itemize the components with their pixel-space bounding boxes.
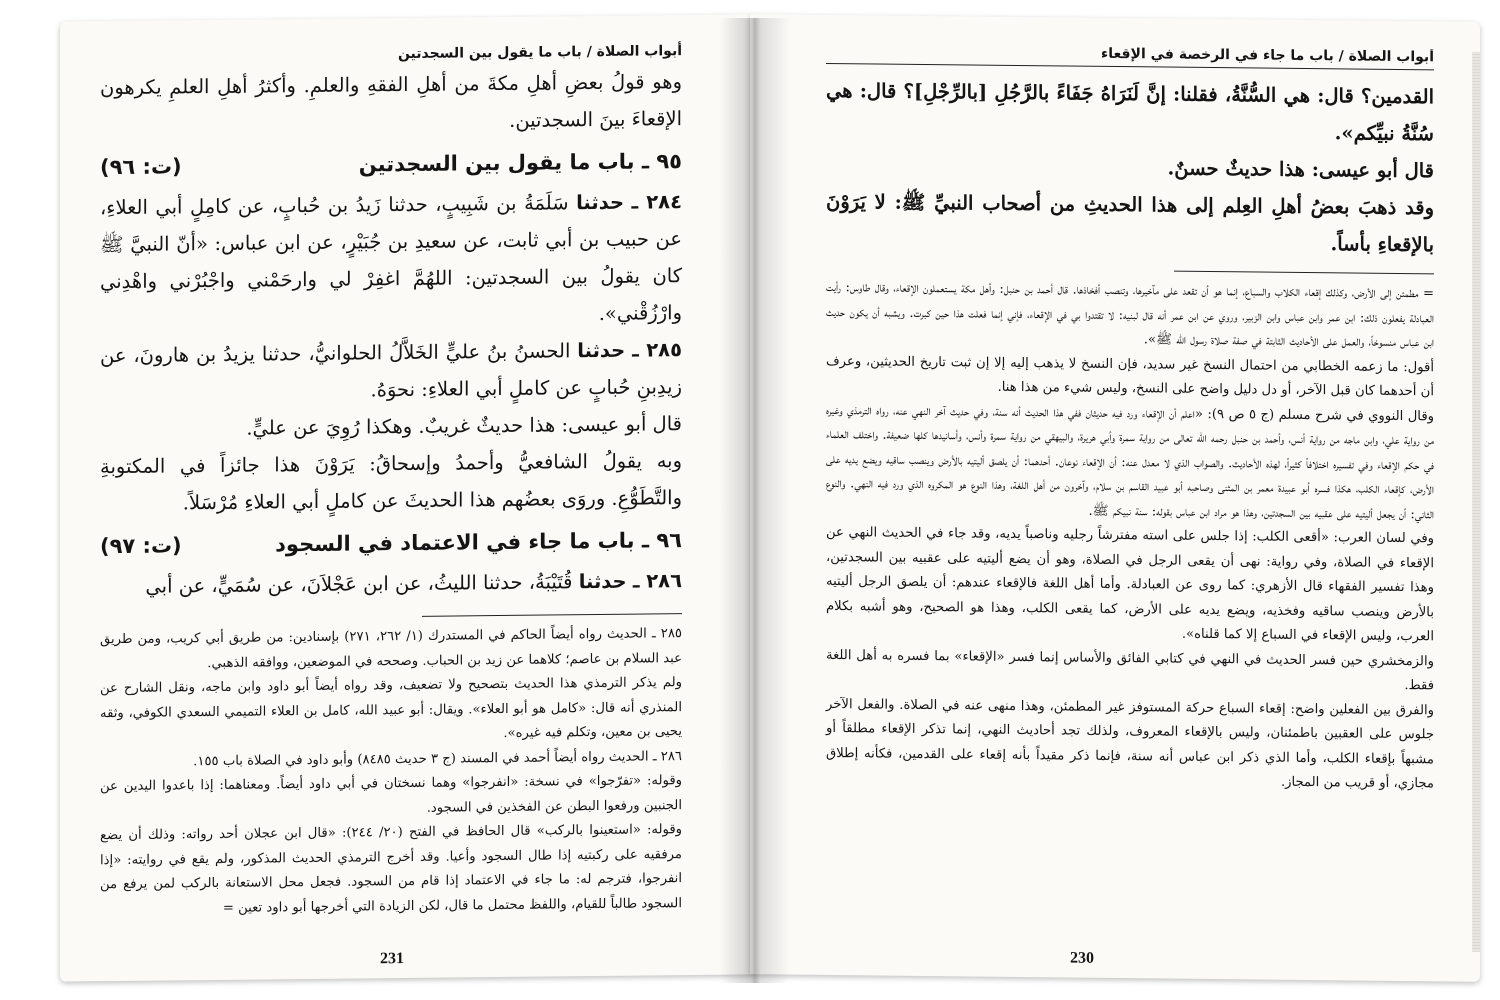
shafii-paragraph: وبه يقولُ الشافعيُّ وأحمدُ وإسحاقُ: يَرَوْنَ هذا جائزاً في المكتوبةِ والتَّطَوُّعِ. وروَى بعضُهم هذا الحديثَ عن كاملٍ أبي العلاءِ مُرْسَلاً. xyxy=(100,449,682,515)
hadith-286-text: قُتَيْبَةُ، حدثنا الليثُ، عن ابن عَجْلاَنَ، عن سُمَيٍّ، عن أبي xyxy=(145,570,573,598)
open-book xyxy=(60,18,1480,993)
abu-isa-comment-right: قال أبو عيسى: هذا حديثٌ حسنٌ. xyxy=(1167,156,1434,183)
chapter-95-title: ٩٥ ـ باب ما يقول بين السجدتين xyxy=(358,149,682,177)
left-page xyxy=(60,14,752,981)
madhab-paragraph: وقد ذهبَ بعضُ أهلِ العِلم إلى هذا الحديثِ من أصحاب النبيِّ ﷺ: لا يَرَوْنَ بالإقعاءِ بأساً. xyxy=(826,189,1434,257)
chapter-96-heading xyxy=(100,520,682,566)
chapter-96-title: ٩٦ ـ باب ما جاء في الاعتماد في السجود xyxy=(275,528,682,557)
main-text-left xyxy=(100,63,682,605)
chapter-95-ref: (ت: ٩٦) xyxy=(100,154,182,180)
right-page xyxy=(750,14,1480,982)
hadith-284-number: ٢٨٤ ـ xyxy=(631,190,682,214)
abu-isa-comment-left: قال أبو عيسى: هذا حديثٌ غريبٌ. وهكذا رُوِيَ عن عليٍّ. xyxy=(246,412,682,440)
footnotes-right xyxy=(826,276,1434,797)
running-head-right xyxy=(826,43,1434,70)
hadith-284-lead: حدثنا xyxy=(576,190,625,215)
footnote: وفي لسان العرب: «أقعى الكلب: إذا جلس على استه مفترشاً رجليه وناصباً يديه، وقد جاء في الحديث النهي عن الإقعاء في الصلاة، وفي رواية: نهى أن يقعى الرجل في الصلاة، وهو أن يضع أليتيه على عقبيه بين السجدتين، وهذا تفسير الفقهاء قال الأزهري: كما روى عن العبادلة. وأما أهل اللغة فالإقعاء عندهم: أن يلصق الرجل أليتيه بالأرض وينصب ساقيه وفخذيه، ويضع يديه على الأرض، كما يقعى الكلب، وهذا هو الصحيح، وهو أشبه بكلام العرب، وليس الإقعاء في السباع إلا كما قلناه». xyxy=(826,524,1434,645)
footnotes-left xyxy=(100,622,682,922)
chapter-96-ref: (ت: ٩٧) xyxy=(100,533,182,559)
continuation-paragraph: القدمين؟ قال: هي السُّنَّةُ، فقلنا: إنَّ لَنَرَاهُ جَفَاءً بالرَّجُلِ [بالرِّجْلِ]؟ قال: هي سُنَّةُ نبيِّكم». xyxy=(826,78,1434,146)
hadith-284 xyxy=(100,183,682,337)
hadith-286-number: ٢٨٦ ـ xyxy=(632,569,682,593)
hadith-285-text: الحسنُ بنُ عليٍّ الخَلاَّلُ الحلوانيُّ، حدثنا يزيدُ بن هارونَ، عن زيدِبنِ حُبابٍ عن كاملٍ أبي العلاءِ: نحوَهُ. xyxy=(100,339,682,402)
footnote: والزمخشري حين فسر الحديث في النهي في كتابي الفائق والأساس إنما فسر «الإقعاء» بما فسره به أهل اللغة فقط. xyxy=(826,647,1434,694)
running-head-right-text: أبواب الصلاة / باب ما جاء في الرخصة في الإقعاء xyxy=(1101,45,1434,66)
footnote: ولم يذكر الترمذي هذا الحديث بتصحيح ولا تضعيف، وقد رواه أيضاً أبو داود وابن ماجه، ونقل الشارح عن المنذري أنه قال: «كامل هو أبو العلاء». ويقال: أبو عبيد الله، كامل بن العلاء التميمي السعدي الكوفي، وثقه يحيى بن معين، وتكلم فيه غيره». xyxy=(100,675,682,741)
footnote: والفرق بين الفعلين واضح: إقعاء السباع حركة المستوفز غير المطمئن، وهذا منهى عنه في الصلاة. والفعل الآخر جلوس على العقبين باطمئنان، وليس بالإقعاء المعروف، ولذلك تجد أحاديث النهي، إنما تذكر الإقعاء مطلقاً أو مشبهاً بإقعاء الكلب، وأما الذي ذكر ابن عباس أنه سنة، فإنما ذكر مقيداً بأنه إقعاء على القدمين، فكأنه إطلاق مجازي، أو قريب من المجاز. xyxy=(826,696,1434,792)
hadith-285 xyxy=(100,331,682,411)
chapter-95-heading xyxy=(100,141,682,187)
hadith-285-lead: حدثنا xyxy=(577,338,626,363)
page-number-right: 230 xyxy=(1070,949,1094,967)
footnote-separator-right xyxy=(1174,271,1434,275)
footnote: وقوله: «استعينوا بالركب» قال الحافظ في الفتح (٢٠/ ٢٤٤): «قال ابن عجلان أحد رواته: وذلك أن يضع مرفقيه على ركبتيه إذا طال السجود وأعيا. وقد أخرج الترمذي الحديث المذكور، ولم يقع في روايته: «إذا انفرجوا، فترجم له: ما جاء في الاعتماد إذا قام من السجود. فجعل محل الاستعانة بالركب لمن يرفع من السجود طالباً للقيام، واللفظ محتمل ما قال، لكن الزيادة التي أخرجها أبو داود تعين = xyxy=(100,822,683,916)
footnote: = مطمئن إلى الأرض، وكذلك إقعاء الكلاب والسباع، إنما هو أن تقعد على مآخيرها، وتنصب أفخاذها. قال أحمد بن حنبل: وأهل مكة يستعملون الإقعاء، وقال طاوس: رأيت العبادلة يفعلون ذلك: ابن عمر وابن عباس وابن الزبير، وروي عن ابن عمر أنه قال لبنيه: لا تقتدوا بي في الإقعاء، فإني إنما فعلت هذا حين كبرت. ويشبه أن يكون حديث ابن عباس منسوخاً، والعمل على الأحاديث الثابتة في صفة صلاة رسول الله ﷺ». xyxy=(826,279,1434,351)
footnote: أقول: ما زعمه الخطابي من احتمال النسخ غير سديد، فإن النسخ لا يذهب إليه إلا إن ثبت تاريخ الحديثين، وعرف أن أحدهما كان قبل الآخر، أو دل دليل واضح على النسخ، وليس شيء من هذا هنا. xyxy=(826,353,1434,400)
page-number-left: 231 xyxy=(380,950,404,968)
main-text-right xyxy=(826,72,1434,263)
footnote: وقال النووي في شرح مسلم (ج ٥ ص ٩): «اعلم أن الإقعاء ورد فيه حديثان ففي هذا الحديث أنه سنة، وفي حديث آخر النهي عنه، رواه الترمذي وغيره من رواية علي، وابن ماجه من رواية أنس، وأحمد بن حنبل رحمه الله تعالى من رواية سمرة وأبي هريرة، والبيهقي من رواية سمرة وأنس، وأسانيدها كلها ضعيفة. واختلف العلماء في حكم الإقعاء وفي تفسيره اختلافاً كثيراً، لهذه الأحاديث. والصواب الذي لا معدل عنه: أن الإقعاء نوعان. أحدهما: أن يلصق أليتيه بالأرض وينصب ساقيه ويضع يديه على الأرض، كإقعاء الكلب، هكذا فسره أبو عبيدة معمر بن المثنى وصاحبه أبو عبيد القاسم بن سلام، وآخرون من أهل اللغة، وهذا النوع هو المكروه الذي ورد فيه النهي. والنوع الثاني: أن يجعل أليتيه على عقبيه بين السجدتين، وهذا هو مراد ابن عباس بقوله: سنة نبيكم ﷺ. xyxy=(826,402,1434,522)
hadith-284-text: سَلَمَةُ بن شَبِيبٍ، حدثنا زَيدُ بن حُبابٍ، عن كامِلٍ أبي العلاءِ، عن حبيب بن أبي ثابت، عن سعيدِ بن جُبَيْرٍ، عن ابن عباس: «أنّ النبيَّ ﷺ كان يقولُ بين السجدتين: اللهُمَّ اغفِرْ لي وارحَمْني واجْبُرْني واهْدِني وارْزُقْني». xyxy=(100,191,682,325)
hadith-286-lead: حدثنا xyxy=(578,569,627,594)
hadith-285-number: ٢٨٥ ـ xyxy=(632,338,682,362)
footnote-separator-left xyxy=(422,613,682,617)
footnote: وقوله: «تفرّجوا» في نسخة: «انفرجوا» وهما نسختان في أبي داود أيضاً. ومعناهما: إذا باعدوا اليدين عن الجنبين ورفعوا البطن عن الفخذين في السجود. xyxy=(100,773,682,816)
footnote: ٢٨٥ ـ الحديث رواه أيضاً الحاكم في المستدرك (١/ ٢٦٢، ٢٧١) بإسنادين: من طريق أبي كريب، ومن طريق عبد السلام بن عاصم؛ كلاهما عن زيد بن الحباب. وصححه في الموضعين، ووافقه الذهبي. xyxy=(100,626,682,671)
intro-paragraph: وهو قولُ بعضِ أهلِ مكةَ من أهلِ الفقهِ والعلمِ. وأكثرُ أهلِ العلمِ يكرهون الإقعاءَ بينَ السجدتين. xyxy=(100,70,682,132)
footnote: ٢٨٦ ـ الحديث رواه أيضاً أحمد في المسند (ج ٣ حديث ٨٤٨٥) وأبو داود في الصلاة باب ١٥٥. xyxy=(193,748,682,769)
hadith-286 xyxy=(100,562,682,605)
running-head-left: أبواب الصلاة / باب ما يقول بين السجدتين xyxy=(397,43,682,63)
